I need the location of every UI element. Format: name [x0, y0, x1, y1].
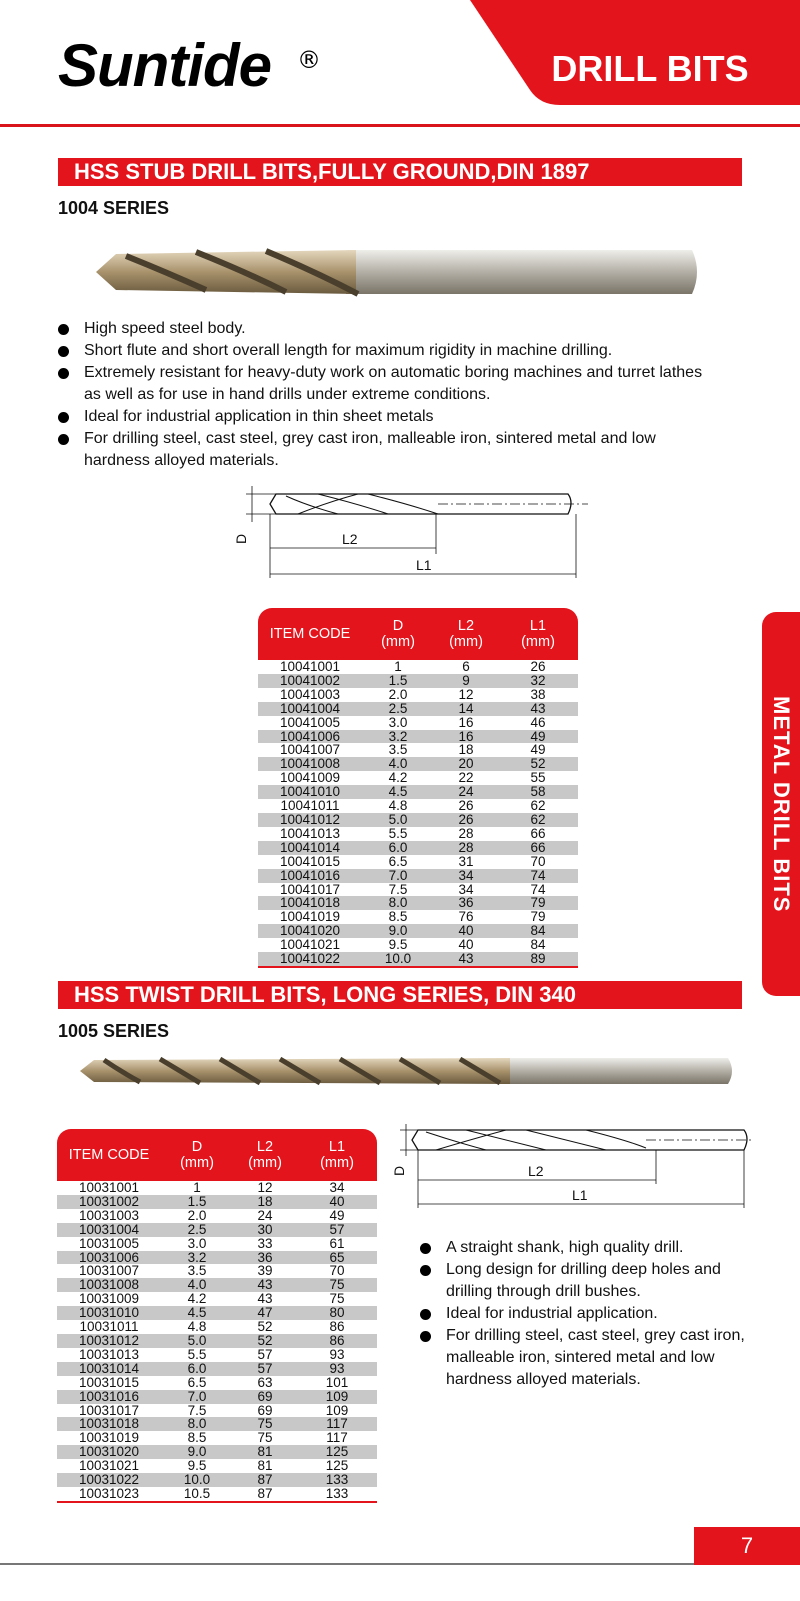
cell-l2: 57 — [257, 1346, 273, 1362]
cell-item-code: 10031008 — [57, 1278, 161, 1292]
table-row — [57, 1334, 377, 1348]
cell-l2: 22 — [458, 770, 474, 786]
cell-item-code: 10031010 — [57, 1306, 161, 1320]
table-row — [258, 702, 578, 716]
cell-d: 10.0 — [362, 952, 434, 967]
cell-l2: 43 — [434, 952, 498, 967]
cell-l1: 117 — [326, 1430, 348, 1446]
cell-d: 4.0 — [362, 757, 434, 771]
cell-l1: 70 — [329, 1263, 345, 1279]
cell-d: 2.0 — [388, 686, 408, 702]
registered-mark: ® — [297, 46, 321, 74]
cell-d: 9.5 — [187, 1458, 207, 1474]
cell-l2: 14 — [434, 702, 498, 716]
cell-l2: 43 — [257, 1291, 273, 1307]
cell-l1: 133 — [297, 1473, 377, 1487]
cell-d: 8.0 — [362, 896, 434, 910]
cell-d: 3.5 — [187, 1263, 207, 1279]
cell-l2: 20 — [434, 757, 498, 771]
features-list-1004 — [58, 318, 718, 472]
cell-l2: 75 — [233, 1417, 297, 1431]
col-header-l1: L1 (mm) — [297, 1129, 377, 1181]
table-row — [258, 757, 578, 771]
table-row — [57, 1209, 377, 1223]
dim-label-l1: L1 — [416, 557, 432, 573]
series-label-1005: 1005 SERIES — [58, 1021, 170, 1041]
cell-l1: 75 — [329, 1291, 345, 1307]
cell-item-code: 10031017 — [78, 1402, 140, 1418]
cell-l1: 101 — [325, 1374, 349, 1390]
cell-d: 1.5 — [362, 674, 434, 688]
cell-d: 2.5 — [161, 1223, 233, 1237]
cell-l2: 57 — [233, 1362, 297, 1376]
cell-d: 5.5 — [388, 825, 408, 841]
cell-item-code: 10031004 — [57, 1223, 161, 1237]
cell-l2: 76 — [458, 909, 474, 925]
cell-l2: 47 — [233, 1306, 297, 1320]
cell-l1: 109 — [325, 1402, 349, 1418]
cell-d: 8.5 — [388, 909, 408, 925]
table-row — [258, 799, 578, 813]
feature-item: Ideal for industrial application in thin sheet metals — [58, 406, 718, 428]
table-row — [258, 674, 578, 688]
cell-item-code: 10041021 — [279, 937, 341, 953]
table-row — [57, 1348, 377, 1362]
cell-l1: 86 — [297, 1334, 377, 1348]
cell-d: 6.0 — [362, 841, 434, 855]
table-row — [258, 910, 578, 924]
cell-item-code: 10031015 — [78, 1374, 140, 1390]
long-drill-bit-image — [80, 1054, 736, 1088]
cell-l1: 62 — [498, 813, 578, 827]
side-tab-label: METAL DRILL BITS — [769, 695, 794, 913]
table-row — [258, 841, 578, 855]
cell-item-code: 10041009 — [279, 770, 341, 786]
table-row — [258, 730, 578, 744]
cell-item-code: 10031009 — [78, 1291, 140, 1307]
cell-item-code: 10031021 — [78, 1458, 140, 1474]
dim-label-l2: L2 — [342, 531, 358, 547]
cell-l2: 40 — [458, 937, 474, 953]
page-title: DRILL BITS — [551, 48, 749, 89]
cell-item-code: 10031013 — [78, 1346, 140, 1362]
page-number: 7 — [694, 1527, 800, 1565]
dim-label-d: D — [391, 1165, 407, 1176]
table-row — [57, 1417, 377, 1431]
cell-d: 8.0 — [161, 1417, 233, 1431]
cell-l2: 52 — [257, 1319, 273, 1335]
cell-item-code: 10041014 — [258, 841, 362, 855]
cell-l2: 63 — [257, 1374, 273, 1390]
cell-item-code: 10041019 — [279, 909, 341, 925]
cell-d: 4.8 — [388, 798, 408, 814]
cell-item-code: 10031006 — [57, 1251, 161, 1265]
cell-l1: 75 — [297, 1278, 377, 1292]
cell-item-code: 10031003 — [78, 1207, 140, 1223]
cell-item-code: 10041011 — [280, 798, 340, 814]
cell-l1: 93 — [297, 1362, 377, 1376]
spec-table-1004 — [258, 608, 578, 968]
cell-l1: 34 — [329, 1180, 345, 1195]
table-row — [258, 896, 578, 910]
table-row — [258, 813, 578, 827]
features-list-1005 — [420, 1237, 750, 1391]
table-row — [258, 660, 578, 674]
cell-l2: 16 — [458, 714, 474, 730]
cell-item-code: 10031018 — [57, 1417, 161, 1431]
feature-item: High speed steel body. — [58, 318, 718, 340]
col-header-l2: L2 (mm) — [434, 608, 498, 660]
cell-l1: 84 — [530, 937, 546, 953]
cell-l1: 74 — [498, 869, 578, 883]
feature-item: Long design for drilling deep holes and drilling through drill bushes. — [420, 1259, 750, 1303]
cell-l2: 33 — [257, 1235, 273, 1251]
cell-d: 7.0 — [362, 869, 434, 883]
cell-d: 8.5 — [187, 1430, 207, 1446]
table-row — [57, 1376, 377, 1390]
cell-item-code: 10041015 — [279, 853, 341, 869]
spec-table-1005 — [57, 1129, 377, 1503]
col-header-item-code: ITEM CODE — [258, 608, 362, 660]
cell-item-code: 10041017 — [279, 881, 341, 897]
cell-d: 4.0 — [161, 1278, 233, 1292]
cell-l1: 74 — [530, 881, 546, 897]
cell-l1: 133 — [297, 1487, 377, 1502]
cell-d: 3.0 — [388, 714, 408, 730]
cell-item-code: 10041012 — [258, 813, 362, 827]
table-row — [258, 883, 578, 897]
header-divider — [0, 124, 800, 127]
cell-l2: 34 — [434, 869, 498, 883]
table-row — [258, 952, 578, 967]
table-row — [57, 1459, 377, 1473]
cell-d: 1 — [394, 659, 402, 674]
cell-l1: 125 — [297, 1445, 377, 1459]
cell-l1: 79 — [530, 909, 546, 925]
cell-item-code: 10041010 — [258, 785, 362, 799]
cell-l1: 93 — [329, 1346, 345, 1362]
cell-item-code: 10041006 — [258, 730, 362, 744]
cell-l2: 43 — [233, 1278, 297, 1292]
cell-l2: 39 — [257, 1263, 273, 1279]
cell-d: 3.5 — [388, 742, 408, 758]
cell-l1: 49 — [530, 742, 546, 758]
table-row — [57, 1264, 377, 1278]
cell-item-code: 10041020 — [258, 924, 362, 938]
cell-d: 3.0 — [187, 1235, 207, 1251]
cell-item-code: 10041001 — [279, 659, 341, 674]
table-row — [57, 1404, 377, 1418]
cell-item-code: 10041016 — [258, 869, 362, 883]
cell-l2: 81 — [257, 1458, 273, 1474]
footer-divider — [0, 1563, 694, 1565]
cell-l2: 12 — [257, 1180, 273, 1195]
cell-item-code: 10041022 — [258, 952, 362, 967]
cell-d: 4.2 — [187, 1291, 207, 1307]
cell-l2: 34 — [458, 881, 474, 897]
table-row — [57, 1445, 377, 1459]
cell-l2: 26 — [458, 798, 474, 814]
dimension-diagram-1005 — [391, 1124, 756, 1212]
cell-d: 6.5 — [388, 853, 408, 869]
table-row — [258, 869, 578, 883]
cell-item-code: 10031002 — [57, 1195, 161, 1209]
section-title-stub-drill-bits: HSS STUB DRILL BITS,FULLY GROUND,DIN 1897 — [58, 158, 742, 186]
cell-l2: 87 — [233, 1487, 297, 1502]
table-header-row — [57, 1129, 377, 1181]
table-row — [258, 924, 578, 938]
side-tab-metal-drill-bits — [762, 612, 800, 996]
cell-l1: 65 — [297, 1251, 377, 1265]
feature-item: A straight shank, high quality drill. — [420, 1237, 750, 1259]
cell-l1: 79 — [498, 896, 578, 910]
cell-l2: 69 — [257, 1402, 273, 1418]
cell-l2: 36 — [434, 896, 498, 910]
cell-l2: 81 — [233, 1445, 297, 1459]
cell-item-code: 10041007 — [279, 742, 341, 758]
cell-d: 1 — [193, 1180, 201, 1195]
cell-l1: 32 — [498, 674, 578, 688]
table-row — [258, 827, 578, 841]
table-row — [258, 716, 578, 730]
table-row — [57, 1278, 377, 1292]
cell-l1: 46 — [530, 714, 546, 730]
cell-item-code: 10031007 — [78, 1263, 140, 1279]
cell-l1: 26 — [530, 659, 546, 674]
cell-item-code: 10041008 — [258, 757, 362, 771]
feature-item: For drilling steel, cast steel, grey cast iron, malleable iron, sintered metal and low hardness alloyed materials. — [420, 1325, 750, 1391]
table-row — [57, 1195, 377, 1209]
cell-d: 9.5 — [388, 937, 408, 953]
cell-item-code: 10041003 — [279, 686, 341, 702]
cell-item-code: 10031001 — [78, 1180, 140, 1195]
brand-logo: Suntide — [58, 32, 271, 99]
cell-d: 3.2 — [161, 1251, 233, 1265]
cell-l1: 55 — [530, 770, 546, 786]
table-row — [57, 1306, 377, 1320]
cell-l1: 125 — [325, 1458, 349, 1474]
cell-d: 9.0 — [161, 1445, 233, 1459]
cell-l1: 49 — [329, 1207, 345, 1223]
cell-l2: 69 — [233, 1390, 297, 1404]
cell-d: 10.0 — [161, 1473, 233, 1487]
table-row — [57, 1487, 377, 1502]
col-header-item-code: ITEM CODE — [57, 1129, 161, 1181]
cell-d: 4.5 — [362, 785, 434, 799]
feature-item: Ideal for industrial application. — [420, 1303, 750, 1325]
cell-d: 3.2 — [362, 730, 434, 744]
cell-item-code: 10041002 — [258, 674, 362, 688]
cell-item-code: 10041004 — [258, 702, 362, 716]
cell-l2: 26 — [434, 813, 498, 827]
cell-d: 7.0 — [161, 1390, 233, 1404]
col-header-d: D (mm) — [362, 608, 434, 660]
cell-l1: 38 — [530, 686, 546, 702]
cell-l2: 12 — [458, 686, 474, 702]
cell-d: 1.5 — [161, 1195, 233, 1209]
cell-d: 2.5 — [362, 702, 434, 716]
cell-item-code: 10031012 — [57, 1334, 161, 1348]
table-header-row — [258, 608, 578, 660]
cell-l2: 87 — [233, 1473, 297, 1487]
cell-l2: 24 — [257, 1207, 273, 1223]
cell-l1: 84 — [498, 924, 578, 938]
stub-drill-bit-image — [96, 242, 702, 302]
cell-l1: 70 — [530, 853, 546, 869]
cell-l1: 89 — [498, 952, 578, 967]
cell-item-code: 10041018 — [258, 896, 362, 910]
cell-d: 4.5 — [161, 1306, 233, 1320]
cell-d: 6.0 — [161, 1362, 233, 1376]
table-row — [57, 1292, 377, 1306]
cell-l2: 28 — [434, 841, 498, 855]
cell-l1: 43 — [498, 702, 578, 716]
table-row — [258, 855, 578, 869]
cell-l1: 86 — [329, 1319, 345, 1335]
cell-d: 5.0 — [161, 1334, 233, 1348]
table-row — [57, 1473, 377, 1487]
table-row — [57, 1320, 377, 1334]
cell-d: 6.5 — [187, 1374, 207, 1390]
cell-l1: 62 — [530, 798, 546, 814]
cell-d: 9.0 — [362, 924, 434, 938]
cell-l2: 36 — [233, 1251, 297, 1265]
table-row — [57, 1390, 377, 1404]
cell-l1: 49 — [498, 730, 578, 744]
cell-item-code: 10031016 — [57, 1390, 161, 1404]
table-row — [57, 1251, 377, 1265]
table-row — [258, 785, 578, 799]
cell-item-code: 10031020 — [57, 1445, 161, 1459]
cell-l1: 52 — [498, 757, 578, 771]
cell-item-code: 10031005 — [78, 1235, 140, 1251]
cell-l2: 18 — [233, 1195, 297, 1209]
cell-item-code: 10041013 — [279, 825, 341, 841]
cell-d: 4.2 — [388, 770, 408, 786]
cell-l1: 66 — [530, 825, 546, 841]
cell-d: 2.0 — [187, 1207, 207, 1223]
cell-d: 10.5 — [161, 1487, 233, 1502]
cell-d: 5.0 — [362, 813, 434, 827]
cell-item-code: 10031011 — [79, 1319, 139, 1335]
cell-l1: 109 — [297, 1390, 377, 1404]
cell-item-code: 10041005 — [279, 714, 341, 730]
table-row — [57, 1181, 377, 1195]
table-row — [258, 938, 578, 952]
cell-item-code: 10031022 — [57, 1473, 161, 1487]
dimension-diagram-1004 — [233, 484, 598, 584]
table-row — [57, 1431, 377, 1445]
table-row — [57, 1223, 377, 1237]
series-label-1004: 1004 SERIES — [58, 198, 170, 218]
cell-l1: 40 — [297, 1195, 377, 1209]
cell-l2: 16 — [434, 730, 498, 744]
feature-item: Extremely resistant for heavy-duty work on automatic boring machines and turret lathes as well as for use in hand drills under extreme conditions. — [58, 362, 718, 406]
cell-l1: 57 — [297, 1223, 377, 1237]
cell-l2: 9 — [434, 674, 498, 688]
cell-l2: 30 — [233, 1223, 297, 1237]
table-row — [57, 1362, 377, 1376]
cell-l2: 24 — [434, 785, 498, 799]
feature-item: Short flute and short overall length for maximum rigidity in machine drilling. — [58, 340, 718, 362]
table-row — [57, 1237, 377, 1251]
dim-label-l2: L2 — [528, 1163, 544, 1179]
cell-d: 4.8 — [187, 1319, 207, 1335]
cell-l1: 58 — [498, 785, 578, 799]
cell-item-code: 10031014 — [57, 1362, 161, 1376]
table-row — [258, 743, 578, 757]
cell-l2: 28 — [458, 825, 474, 841]
cell-l1: 66 — [498, 841, 578, 855]
cell-l1: 117 — [297, 1417, 377, 1431]
cell-l2: 40 — [434, 924, 498, 938]
cell-d: 5.5 — [187, 1346, 207, 1362]
feature-item: For drilling steel, cast steel, grey cast iron, malleable iron, sintered metal and low hardness alloyed materials. — [58, 428, 718, 472]
cell-l1: 80 — [297, 1306, 377, 1320]
cell-d: 7.5 — [388, 881, 408, 897]
col-header-l1: L1 (mm) — [498, 608, 578, 660]
col-header-l2: L2 (mm) — [233, 1129, 297, 1181]
cell-l2: 52 — [233, 1334, 297, 1348]
cell-l2: 75 — [257, 1430, 273, 1446]
col-header-d: D (mm) — [161, 1129, 233, 1181]
cell-d: 7.5 — [187, 1402, 207, 1418]
cell-l2: 6 — [462, 659, 470, 674]
dim-label-l1: L1 — [572, 1187, 588, 1203]
cell-item-code: 10031023 — [57, 1487, 161, 1502]
cell-l2: 18 — [458, 742, 474, 758]
table-row — [258, 688, 578, 702]
cell-item-code: 10031019 — [78, 1430, 140, 1446]
cell-l1: 61 — [329, 1235, 345, 1251]
table-row — [258, 771, 578, 785]
dim-label-d: D — [233, 533, 249, 544]
cell-l2: 31 — [458, 853, 474, 869]
section-title-long-series: HSS TWIST DRILL BITS, LONG SERIES, DIN 340 — [58, 981, 742, 1009]
